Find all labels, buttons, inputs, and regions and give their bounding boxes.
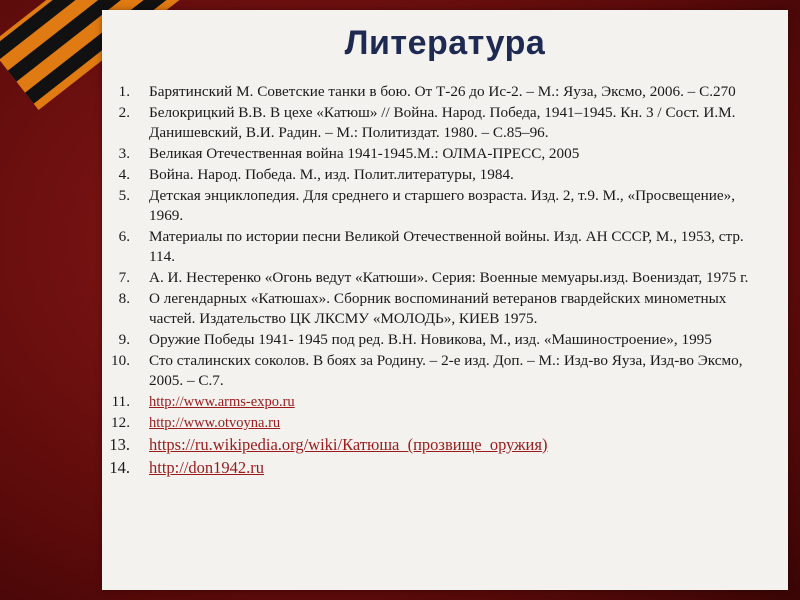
reference-item <box>102 82 762 102</box>
reference-number: 5. <box>118 187 130 204</box>
reference-number: 13. <box>109 435 130 454</box>
reference-number: 3. <box>118 145 130 162</box>
reference-text: Детская энциклопедия. Для среднего и старшего возраста. Изд. 2, т.9. М., «Просвещение», 1969. <box>149 187 735 224</box>
link-wikipedia[interactable]: https://ru.wikipedia.org/wiki/Катюша_(прозвище_оружия) <box>149 435 548 454</box>
reference-text: Война. Народ. Победа. М., изд. Полит.литературы, 1984. <box>149 166 514 183</box>
link-item <box>102 392 762 412</box>
reference-list <box>102 82 762 480</box>
reference-item <box>102 103 762 143</box>
link-don1942[interactable]: http://don1942.ru <box>149 458 265 477</box>
reference-number: 6. <box>118 228 130 245</box>
reference-item <box>102 165 762 185</box>
reference-text: Оружие Победы 1941- 1945 под ред. В.Н. Новикова, М., изд. «Машиностроение», 1995 <box>149 331 712 348</box>
link-otvoyna[interactable]: http://www.otvoyna.ru <box>149 415 281 431</box>
reference-number: 11. <box>111 393 130 410</box>
reference-item <box>102 330 762 350</box>
link-item <box>102 413 762 433</box>
reference-number: 8. <box>118 290 130 307</box>
reference-text: О легендарных «Катюшах». Сборник воспоминаний ветеранов гвардейских минометных частей. Издательство ЦК ЛКСМУ «МОЛОДЬ», КИЕВ 1975. <box>149 290 727 327</box>
reference-item <box>102 289 762 329</box>
reference-number: 14. <box>109 458 130 477</box>
reference-number: 7. <box>118 269 130 286</box>
reference-number: 4. <box>118 166 130 183</box>
reference-text: Материалы по истории песни Великой Отечественной войны. Изд. АН СССР, М., 1953, стр. 114. <box>149 228 744 265</box>
reference-text: Сто сталинских соколов. В боях за Родину. – 2-е изд. Доп. – М.: Изд-во Яуза, Изд-во Эксмо, 2005. – С.7. <box>149 352 743 389</box>
reference-number: 1. <box>118 83 130 100</box>
reference-item <box>102 351 762 391</box>
reference-item <box>102 186 762 226</box>
reference-number: 10. <box>111 352 130 369</box>
slide-title: Литература <box>344 24 546 62</box>
reference-number: 12. <box>111 414 130 431</box>
content-panel <box>102 10 788 590</box>
reference-text: Барятинский М. Советские танки в бою. От Т-26 до Ис-2. – М.: Яуза, Эксмо, 2006. – С.270 <box>149 83 736 100</box>
link-arms-expo[interactable]: http://www.arms-expo.ru <box>149 394 295 410</box>
link-item <box>102 434 762 456</box>
reference-text: А. И. Нестеренко «Огонь ведут «Катюши». Серия: Военные мемуары.изд. Воениздат, 1975 г. <box>149 269 749 286</box>
reference-item <box>102 227 762 267</box>
reference-number: 9. <box>118 331 130 348</box>
reference-item <box>102 268 762 288</box>
reference-item <box>102 144 762 164</box>
reference-number: 2. <box>118 104 130 121</box>
link-item <box>102 457 762 479</box>
reference-text: Великая Отечественная война 1941-1945.М.: ОЛМА-ПРЕСС, 2005 <box>149 145 580 162</box>
reference-text: Белокрицкий В.В. В цехе «Катюш» // Война. Народ. Победа, 1941–1945. Кн. 3 / Сост. И.М. Данишевский, В.И. Радин. – М.: Политиздат. 1980. – С.85–96. <box>149 104 736 141</box>
